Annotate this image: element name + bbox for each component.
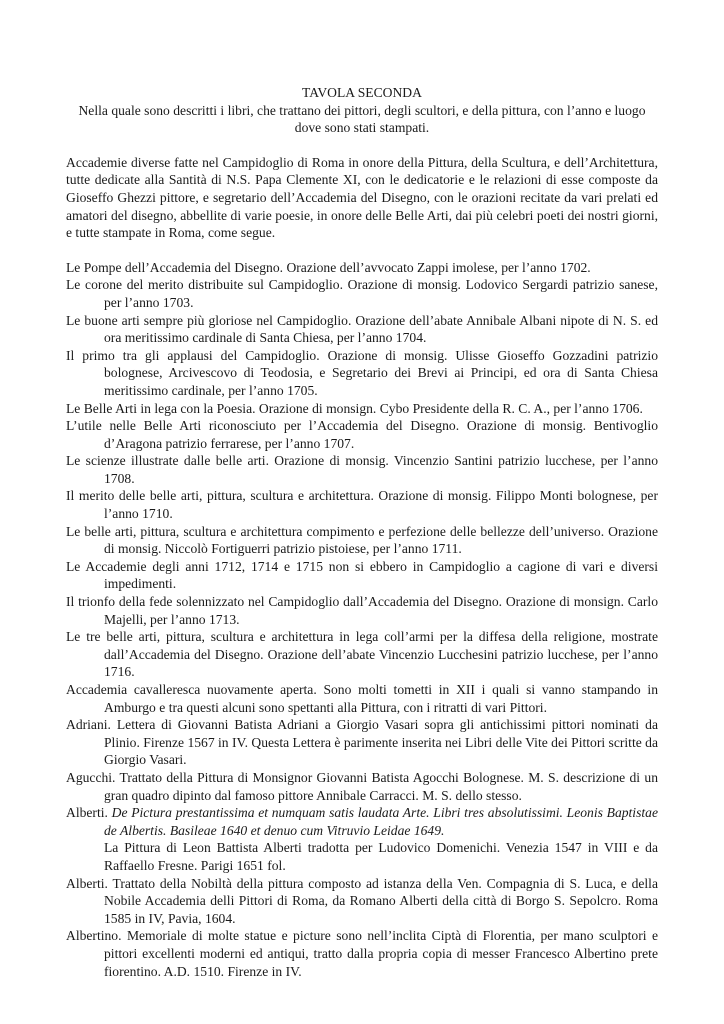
bibliography-entry: Le belle arti, pittura, scultura e architettura compimento e perfezione delle bellezze dell’universo. Orazione di monsig. Niccolò Fortiguerri patrizio pistoiese, per l’anno 1711. — [66, 523, 658, 557]
intro-paragraph: Accademie diverse fatte nel Campidoglio di Roma in onore della Pittura, della Scultura, e dell’Architettura, tutte dedicate alla Santità di N.S. Papa Clemente XI, con le dedicatorie e le relazioni di esse composte da Gioseffo Ghezzi pittore, e segretario dell’Accademia del Disegno, con le orazioni recitate da vari prelati ed amatori del disegno, abbellite di varie poesie, in onore delle Belle Arti, dai più celebri poeti dei nostri giorni, e tutte stampate in Roma, come segue. — [66, 154, 658, 241]
bibliography-entry: Il merito delle belle arti, pittura, scultura e architettura. Orazione di monsig. Filippo Monti bolognese, per l’anno 1710. — [66, 488, 658, 522]
bibliography-entry: Il primo tra gli applausi del Campidoglio. Orazione di monsig. Ulisse Gioseffo Gozzadini patrizio bolognese, Arcivescovo di Teodosia, e Segretario dei Brevi ai Principi, ed ora di Santa Chiesa meritissimo cardinale, per l’anno 1705. — [66, 347, 658, 398]
bibliography-entry: Le Belle Arti in lega con la Poesia. Orazione di monsign. Cybo Presidente della R. C. A., per l’anno 1706. — [66, 400, 643, 416]
bibliography-entry: Le Accademie degli anni 1712, 1714 e 1715 non si ebbero in Campidoglio a cagione di vari e diversi impedimenti. — [66, 558, 658, 592]
page-subheading: Nella quale sono descritti i libri, che trattano dei pittori, degli scultori, e della pittura, con l’anno e luogo dove sono stati stampati. — [78, 102, 646, 136]
page-heading: TAVOLA SECONDA — [302, 85, 422, 100]
bibliography-entry: Albertino. Memoriale di molte statue e picture sono nell’inclita Ciptà di Florentia, per mano sculptori e pittori excellenti moderni ed antiqui, tratto dalla propria copia di messer Francesco Albertino prete fiorentino. A.D. 1510. Firenze in IV. — [66, 928, 658, 979]
bibliography-entry: Le buone arti sempre più gloriose nel Campidoglio. Orazione dell’abate Annibale Albani nipote di N. S. ed ora meritissimo cardinale di Santa Chiesa, per l’anno 1704. — [66, 312, 658, 346]
entry-italic-title: De Pictura prestantissima et numquam satis laudata Arte. Libri tres absolutissimi. Leonis Baptistae de Albertis. Basileae 1640 et denuo cum Vitruvio Leidae 1649. — [104, 805, 658, 838]
entry-lead: Alberti. — [66, 805, 112, 821]
bibliography-entry: Le Pompe dell’Accademia del Disegno. Orazione dell’avvocato Zappi imolese, per l’anno 1702. — [66, 259, 591, 275]
bibliography-entry: Il trionfo della fede solennizzato nel Campidoglio dall’Accademia del Disegno. Orazione di monsign. Carlo Majelli, per l’anno 1713. — [66, 594, 658, 627]
bibliography-entry-alberti — [66, 804, 658, 839]
bibliography-entry: Alberti. Trattato della Nobiltà della pittura composto ad istanza della Ven. Compagnia di S. Luca, e della Nobile Accademia delli Pittori di Roma, da Romano Alberti della città di Borgo S. Sepolcro. Roma 1585 in IV, Pavia, 1604. — [66, 875, 658, 926]
bibliography-entry: L’utile nelle Belle Arti riconosciuto per l’Accademia del Disegno. Orazione di monsig. Bentivoglio d’Aragona patrizio ferrarese, per l’anno 1707. — [66, 418, 658, 451]
bibliography-entry: Le scienze illustrate dalle belle arti. Orazione di monsig. Vincenzio Santini patrizio lucchese, per l’anno 1708. — [66, 453, 658, 486]
bibliography-entry: Le tre belle arti, pittura, scultura e architettura in lega coll’armi per la diffesa della religione, mostrate dall’Accademia del Disegno. Orazione dell’abate Vincenzio Lucchesini patrizio lucchese, per l’anno 1716. — [66, 629, 658, 680]
bibliography-entry-continuation: La Pittura di Leon Battista Alberti tradotta per Ludovico Domenichi. Venezia 1547 in VIII e da Raffaello Fresne. Parigi 1651 fol. — [104, 840, 658, 873]
bibliography-entry: Adriani. Lettera di Giovanni Batista Adriani a Giorgio Vasari sopra gli antichissimi pittori nominati da Plinio. Firenze 1567 in IV. Questa Lettera è parimente inserita nei Libri delle Vite dei Pittori scritte da Giorgio Vasari. — [66, 717, 658, 768]
bibliography-entry: Agucchi. Trattato della Pittura di Monsignor Giovanni Batista Agocchi Bolognese. M. S. descrizione di un gran quadro dipinto dal famoso pittore Annibale Carracci. M. S. dello stesso. — [66, 769, 658, 803]
bibliography-entry: Accademia cavalleresca nuovamente aperta. Sono molti tometti in XII i quali si vanno stampando in Amburgo e tra questi alcuni sono spettanti alla Pittura, con i ritratti di vari Pittori. — [66, 682, 658, 715]
bibliography-entry: Le corone del merito distribuite sul Campidoglio. Orazione di monsig. Lodovico Sergardi patrizio sanese, per l’anno 1703. — [66, 277, 658, 310]
